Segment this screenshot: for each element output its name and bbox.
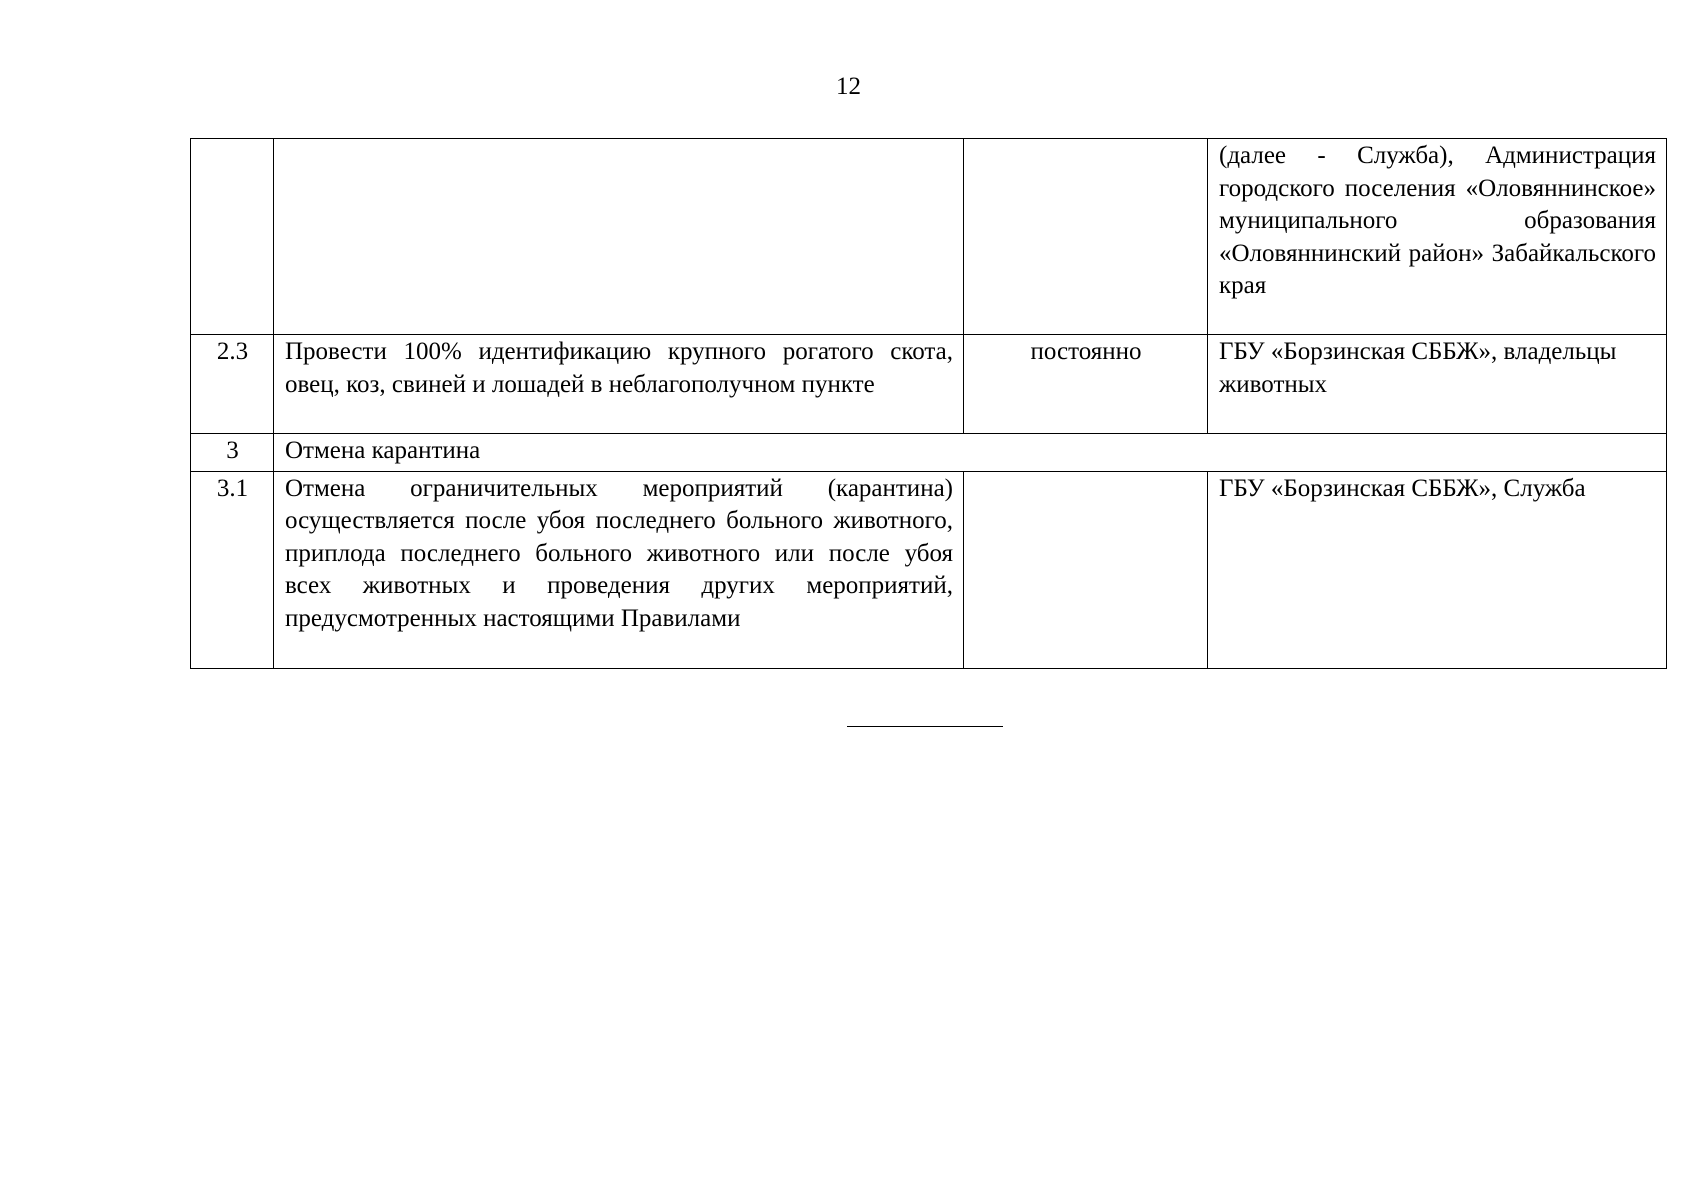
measures-table (190, 138, 1667, 669)
measure-cell (274, 139, 964, 335)
section-title-cell: Отмена карантина (274, 434, 1667, 472)
responsible-cell: (далее - Служба), Администрация городского поселения «Оловяннинское» муниципального образования «Оловяннинский район» Забайкальского края (1208, 139, 1667, 335)
term-cell (964, 139, 1208, 335)
table-row-section-3 (191, 434, 1667, 472)
measure-cell: Отмена ограничительных мероприятий (карантина) осуществляется после убоя последнего больного животного, приплода последнего больного животного или после убоя всех животных и проведения других мероприятий, предусмотренных настоящими Правилами (274, 471, 964, 668)
table-row-2-3 (191, 335, 1667, 434)
term-cell: постоянно (964, 335, 1208, 434)
responsible-cell: ГБУ «Борзинская СББЖ», Служба (1208, 471, 1667, 668)
measure-cell: Провести 100% идентификацию крупного рогатого скота, овец, коз, свиней и лошадей в неблагополучном пункте (274, 335, 964, 434)
term-cell (964, 471, 1208, 668)
row-number-cell: 3.1 (191, 471, 274, 668)
responsible-cell: ГБУ «Борзинская СББЖ», владельцы животных (1208, 335, 1667, 434)
section-number-cell: 3 (191, 434, 274, 472)
end-of-document-rule (847, 726, 1003, 727)
row-number-cell (191, 139, 274, 335)
table-row-continued (191, 139, 1667, 335)
page-number: 12 (836, 73, 861, 100)
row-number-cell: 2.3 (191, 335, 274, 434)
table-row-3-1 (191, 471, 1667, 668)
